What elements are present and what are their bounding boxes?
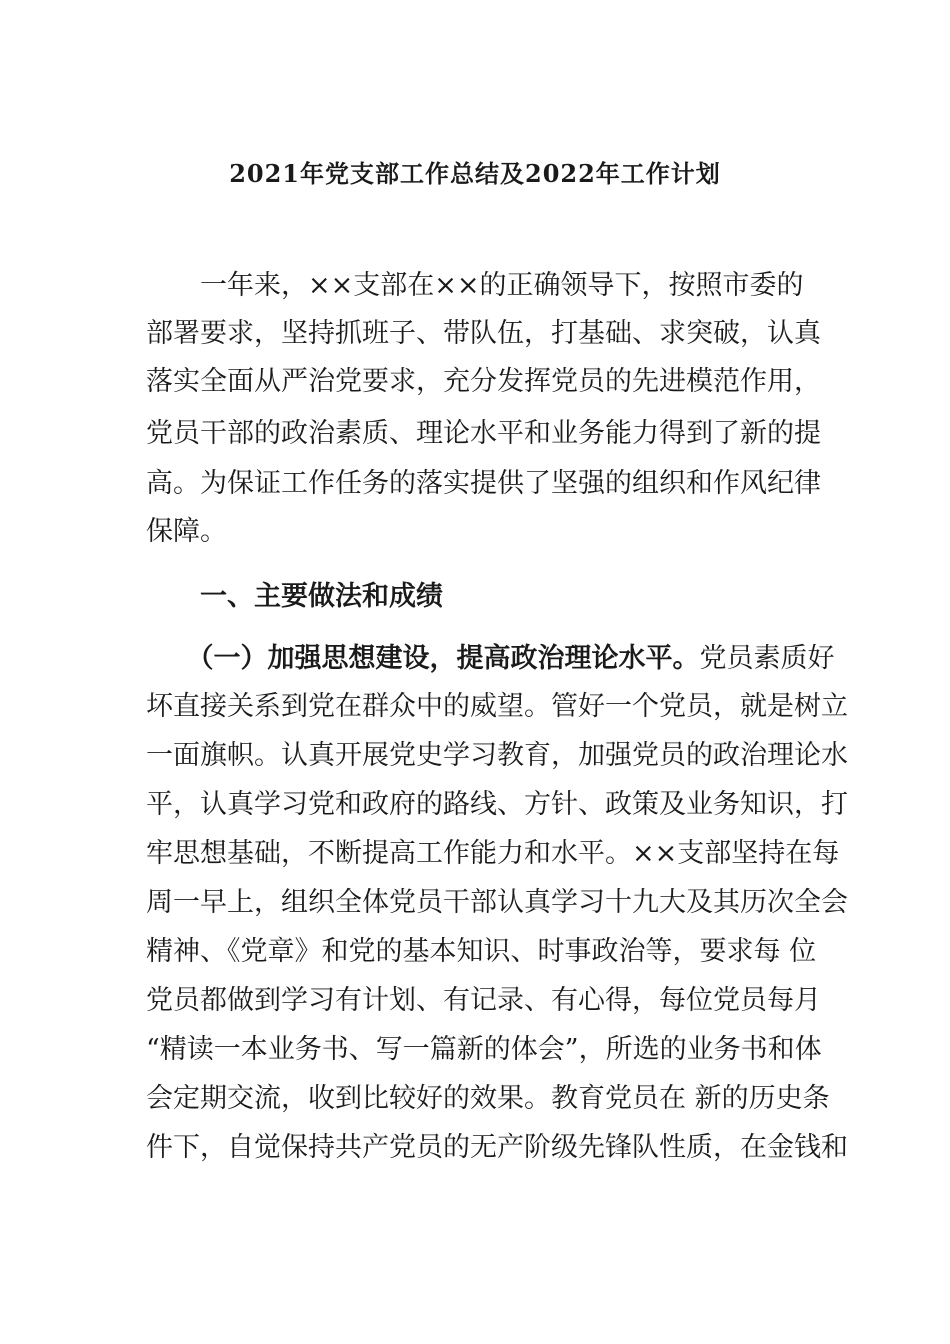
paragraph-line: 平，认真学习党和政府的路线、方针、政策及业务知识，打: [146, 789, 848, 820]
paragraph-line: 件下，自觉保持共产党员的无产阶级先锋队性质，在金钱和: [146, 1132, 848, 1163]
subsection-first-line: [146, 640, 835, 678]
paragraph-line: 牢思想基础，不断提高工作能力和水平。××支部坚持在每: [146, 838, 840, 869]
paragraph-line: 党员干部的政治素质、理论水平和业务能力得到了新的提: [146, 418, 821, 449]
paragraph-line: 部署要求，坚持抓班子、带队伍，打基础、求突破，认真: [146, 318, 821, 349]
paragraph-line: “精读一本业务书、写一篇新的体会”，所选的业务书和体: [146, 1034, 822, 1065]
paragraph-line: 精神、《党章》和党的基本知识、时事政治等，要求每 位: [146, 936, 817, 967]
paragraph-line: 周一早上，组织全体党员干部认真学习十九大及其历次全会: [146, 887, 848, 918]
paragraph-line: 党员都做到学习有计划、有记录、有心得，每位党员每月: [146, 985, 821, 1016]
document-title: 2021年党支部工作总结及2022年工作计划: [229, 159, 721, 188]
paragraph-line: 一面旗帜。认真开展党史学习教育，加强党员的政治理论水: [146, 740, 848, 771]
paragraph-line: 保障。: [146, 516, 227, 547]
paragraph-line: 一年来，××支部在××的正确领导下，按照市委的: [146, 270, 804, 301]
paragraph-line: 落实全面从严治党要求，充分发挥党员的先进模范作用，: [146, 366, 821, 397]
paragraph-line: 高。为保证工作任务的落实提供了坚强的组织和作风纪律: [146, 468, 821, 499]
section-heading: 一、主要做法和成绩: [146, 581, 443, 612]
subsection-heading: （一）加强思想建设，提高政治理论水平。: [146, 643, 700, 674]
subsection-first-line-text: 党员素质好: [699, 643, 835, 674]
paragraph-line: 会定期交流，收到比较好的效果。教育党员在 新的历史条: [146, 1083, 830, 1114]
paragraph-line: 坏直接关系到党在群众中的威望。管好一个党员，就是树立: [146, 691, 848, 722]
